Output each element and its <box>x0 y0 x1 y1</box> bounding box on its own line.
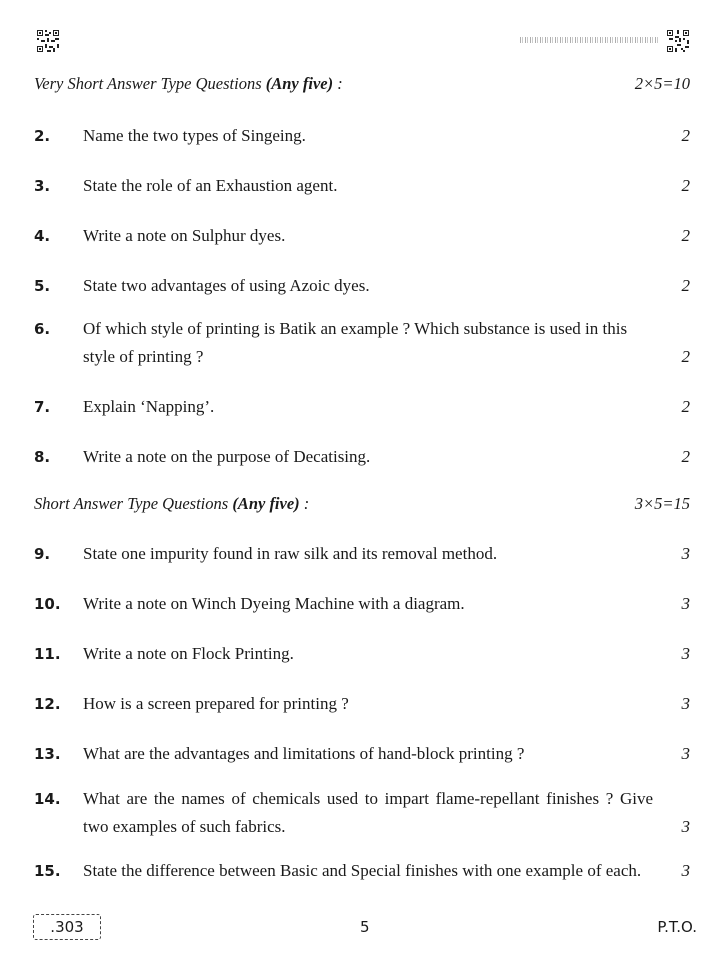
question-number: 13. <box>34 745 61 763</box>
question-text: Write a note on the purpose of Decatising. <box>83 447 371 466</box>
question-item <box>34 443 690 471</box>
question-number: 8. <box>34 448 51 466</box>
question-mark: 3 <box>681 644 690 663</box>
section-marks: 2×5=10 <box>634 74 690 93</box>
question-item <box>34 590 690 618</box>
question-item <box>34 785 690 841</box>
question-item <box>34 122 690 150</box>
section-heading-short <box>34 494 690 514</box>
question-mark: 2 <box>681 347 690 366</box>
question-mark: 2 <box>681 126 690 145</box>
question-number: 7. <box>34 398 51 416</box>
question-text: How is a screen prepared for printing ? <box>83 694 349 713</box>
qr-code-icon <box>37 30 59 52</box>
question-text: Write a note on Winch Dyeing Machine with a diagram. <box>83 594 465 613</box>
qr-code-icon <box>667 30 689 52</box>
question-item <box>34 640 690 668</box>
question-text: Of which style of printing is Batik an example ? Which substance is used in this style of printing ? <box>83 319 628 366</box>
question-mark: 3 <box>681 594 690 613</box>
question-number: 10. <box>34 595 61 613</box>
question-mark: 3 <box>681 544 690 563</box>
question-number: 12. <box>34 695 61 713</box>
paper-code-box <box>33 914 101 940</box>
question-number: 3. <box>34 177 51 195</box>
page-footer <box>33 914 697 940</box>
section-heading-very-short <box>34 74 690 94</box>
section-heading-label: Very Short Answer Type Questions (Any five) : <box>34 74 343 93</box>
question-item <box>34 272 690 300</box>
section-marks: 3×5=15 <box>634 494 690 513</box>
pto-label: P.T.O. <box>657 918 697 936</box>
question-text: State the role of an Exhaustion agent. <box>83 176 338 195</box>
question-mark: 2 <box>681 397 690 416</box>
question-item <box>34 172 690 200</box>
question-item <box>34 222 690 250</box>
question-number: 5. <box>34 277 51 295</box>
question-text: State the difference between Basic and Special finishes with one example of each. <box>83 861 642 880</box>
section-heading-label: Short Answer Type Questions (Any five) : <box>34 494 310 513</box>
question-text: State one impurity found in raw silk and its removal method. <box>83 544 498 563</box>
question-number: 11. <box>34 645 61 663</box>
question-number: 9. <box>34 545 51 563</box>
question-item <box>34 740 690 768</box>
question-mark: 2 <box>681 447 690 466</box>
question-number: 15. <box>34 862 61 880</box>
question-number: 6. <box>34 320 51 338</box>
page-number: 5 <box>360 918 370 936</box>
question-text: Explain ‘Napping’. <box>83 397 215 416</box>
question-item <box>34 315 690 371</box>
question-text: What are the advantages and limitations of hand-block printing ? <box>83 744 525 763</box>
question-mark: 3 <box>681 861 690 880</box>
question-item <box>34 393 690 421</box>
question-item <box>34 540 690 568</box>
question-text: State two advantages of using Azoic dyes. <box>83 276 370 295</box>
question-mark: 2 <box>681 226 690 245</box>
question-number: 4. <box>34 227 51 245</box>
question-text: Name the two types of Singeing. <box>83 126 306 145</box>
question-text: What are the names of chemicals used to impart flame-repellant finishes ? Give two examples of such fabrics. <box>83 789 653 836</box>
question-mark: 3 <box>681 817 690 836</box>
question-number: 2. <box>34 127 51 145</box>
question-item <box>34 857 690 885</box>
question-mark: 3 <box>681 694 690 713</box>
question-item <box>34 690 690 718</box>
header-barcode-strip <box>520 37 658 43</box>
question-text: Write a note on Sulphur dyes. <box>83 226 286 245</box>
question-text: Write a note on Flock Printing. <box>83 644 294 663</box>
question-mark: 2 <box>681 276 690 295</box>
paper-code: .303 <box>50 918 84 936</box>
question-mark: 3 <box>681 744 690 763</box>
question-number: 14. <box>34 790 61 808</box>
question-mark: 2 <box>681 176 690 195</box>
